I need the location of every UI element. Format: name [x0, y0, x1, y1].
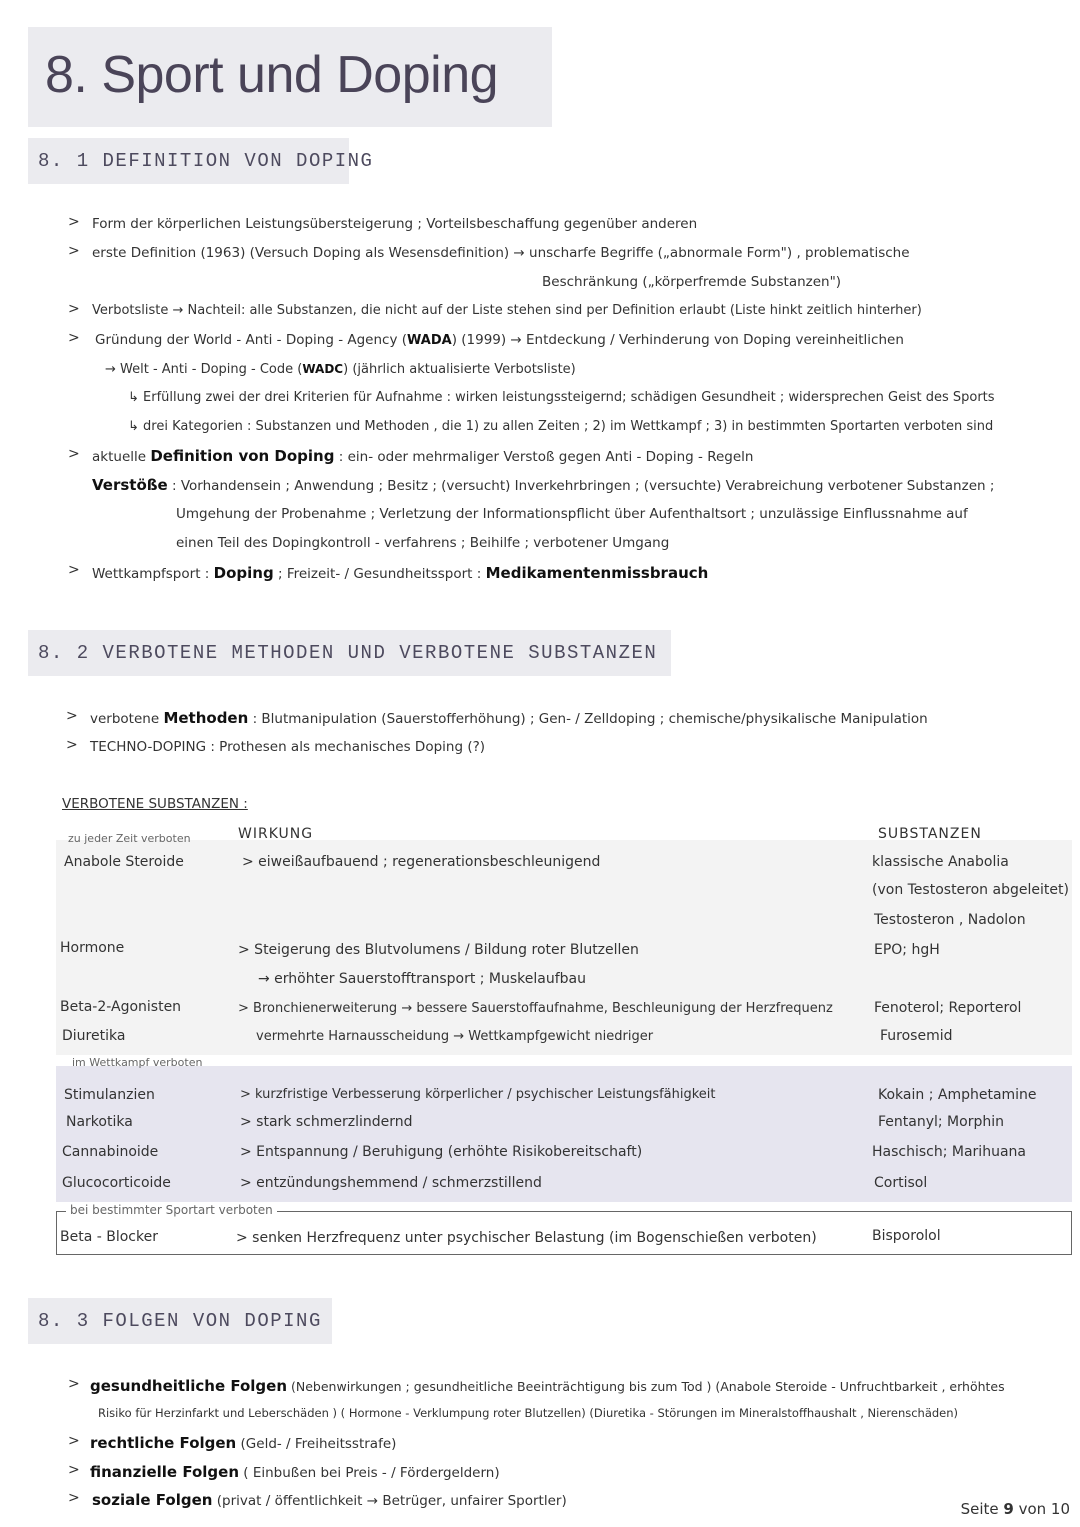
s1-line-3: Verbotsliste → Nachteil: alle Substanzen, die nicht auf der Liste stehen sind per Definition erlaubt (Liste hinkt zeitlich hinterher) — [92, 303, 922, 318]
footer-post: von 10 — [1013, 1500, 1070, 1518]
s3-line-1b: (Nebenwirkungen ; gesundheitliche Beeinträchtigung bis zum Tod ) (Anabole Steroide - Unfruchtbarkeit , erhöhtes — [287, 1379, 1005, 1394]
methoden-word: Methoden — [163, 709, 249, 727]
s1-line-6: ↳ Erfüllung zwei der drei Kriterien für Aufnahme : wirken leistungssteigernd; schädigen Gesundheit ; widersprechen Geist des Sports — [128, 390, 995, 405]
row-substance: Kokain ; Amphetamine — [878, 1087, 1037, 1103]
s1-line-4 — [95, 332, 904, 348]
row-effect: > eiweißaufbauend ; regenerationsbeschleunigend — [242, 854, 601, 870]
row-effect: > entzündungshemmend / schmerzstillend — [240, 1175, 542, 1191]
bullet: > — [68, 1376, 80, 1392]
section-heading-8-1: 8. 1 DEFINITION VON DOPING — [28, 138, 349, 184]
s3-line-3b: (Geld- / Freiheitsstrafe) — [236, 1436, 397, 1452]
row-effect: > Steigerung des Blutvolumens / Bildung roter Blutzellen — [238, 942, 639, 958]
s1-line-5a: → Welt - Anti - Doping - Code ( — [105, 362, 303, 377]
column-substanzen: SUBSTANZEN — [878, 826, 982, 842]
bullet: > — [68, 330, 80, 346]
substances-table-title: VERBOTENE SUBSTANZEN : — [62, 796, 248, 812]
s1-line-10: Umgehung der Probenahme ; Verletzung der Informationspflicht über Aufenthaltsort ; unzulässige Einflussnahme auf — [176, 506, 968, 522]
gesundheitliche-folgen: gesundheitliche Folgen — [90, 1377, 288, 1395]
row-effect: > senken Herzfrequenz unter psychischer Belastung (im Bogenschießen verboten) — [236, 1230, 817, 1246]
bullet: > — [68, 446, 80, 462]
s1-line-12 — [92, 564, 708, 582]
finanzielle-folgen: finanzielle Folgen — [90, 1463, 239, 1481]
category-sport: bei bestimmter Sportart verboten — [66, 1203, 277, 1217]
verstoesse-label: Verstöße — [92, 476, 168, 494]
s1-line-7: ↳ drei Kategorien : Substanzen und Methoden , die 1) zu allen Zeiten ; 2) im Wettkampf ; 3) in bestimmten Sportarten verboten sind — [128, 419, 994, 434]
row-name: Beta-2-Agonisten — [60, 999, 182, 1015]
row-name: Glucocorticoide — [62, 1175, 171, 1191]
row-substance: Fentanyl; Morphin — [878, 1114, 1004, 1130]
row-effect: > kurzfristige Verbesserung körperlicher / psychischer Leistungsfähigkeit — [240, 1087, 716, 1102]
doping-word: Doping — [213, 564, 274, 582]
rechtliche-folgen: rechtliche Folgen — [90, 1434, 237, 1452]
bullet: > — [68, 1433, 80, 1449]
category-always: zu jeder Zeit verboten — [68, 832, 191, 845]
s1-line-8c: : ein- oder mehrmaliger Verstoß gegen Anti - Doping - Regeln — [334, 449, 754, 465]
footer-pre: Seite — [960, 1500, 1004, 1518]
row-name: Stimulanzien — [64, 1087, 155, 1103]
wada-abbr: WADA — [407, 333, 452, 348]
row-name: Diuretika — [62, 1028, 126, 1044]
soziale-folgen: soziale Folgen — [92, 1491, 213, 1509]
s1-line-12a: Wettkampfsport : — [92, 566, 214, 582]
row-substance: Cortisol — [874, 1175, 928, 1191]
s3-line-5b: (privat / öffentlichkeit → Betrüger, unfairer Sportler) — [212, 1493, 567, 1509]
row-substance: klassische Anabolia — [872, 854, 1009, 870]
medikamentenmissbrauch-word: Medikamentenmissbrauch — [485, 564, 709, 582]
row-effect: vermehrte Harnausscheidung → Wettkampfgewicht niedriger — [256, 1029, 654, 1044]
bullet: > — [66, 737, 78, 753]
s1-line-9 — [92, 476, 994, 494]
row-substance: (von Testosteron abgeleitet) — [872, 882, 1069, 898]
s1-line-8 — [92, 447, 753, 465]
page-title: 8. Sport und Doping — [45, 46, 499, 104]
bullet: > — [68, 1490, 80, 1506]
s1-line-8a: aktuelle — [92, 449, 151, 465]
footer-page-number: 9 — [1003, 1500, 1014, 1518]
s1-line-5c: ) (jährlich aktualisierte Verbotsliste) — [343, 362, 576, 377]
row-name: Hormone — [60, 940, 125, 956]
row-substance: Haschisch; Marihuana — [872, 1144, 1026, 1160]
row-substance: Furosemid — [880, 1028, 953, 1044]
column-wirkung: WIRKUNG — [238, 826, 314, 842]
wadc-abbr: WADC — [302, 362, 344, 376]
title-box — [28, 27, 552, 127]
s1-line-2b: Beschränkung („körperfremde Substanzen") — [542, 274, 842, 290]
s1-line-9b: : Vorhandensein ; Anwendung ; Besitz ; (versucht) Inverkehrbringen ; (versuchte) Verabreichung verbotener Substanzen ; — [167, 478, 995, 494]
row-substance: Bisporolol — [872, 1228, 941, 1244]
row-name: Narkotika — [66, 1114, 133, 1130]
row-name: Anabole Steroide — [64, 854, 184, 870]
bullet: > — [68, 243, 80, 259]
row-effect: > Entspannung / Beruhigung (erhöhte Risikobereitschaft) — [240, 1144, 643, 1160]
bullet: > — [68, 301, 80, 317]
category-competition: im Wettkampf verboten — [72, 1056, 203, 1069]
bullet: > — [68, 214, 80, 230]
s1-line-2: erste Definition (1963) (Versuch Doping als Wesensdefinition) → unscharfe Begriffe („abnormale Form") , problematische — [92, 245, 910, 261]
s1-line-4a: Gründung der World - Anti - Doping - Agency ( — [95, 332, 408, 348]
s2-line-1c: : Blutmanipulation (Sauerstofferhöhung) ; Gen- / Zelldoping ; chemische/physikalische Manipulation — [248, 711, 928, 727]
s3-line-3 — [90, 1434, 396, 1452]
page-footer — [961, 1500, 1070, 1518]
doping-definition: Definition von Doping — [150, 447, 335, 465]
row-name: Cannabinoide — [62, 1144, 159, 1160]
s2-line-1a: verbotene — [90, 711, 164, 727]
row-substance: Fenoterol; Reporterol — [874, 1000, 1022, 1016]
s1-line-4c: ) (1999) → Entdeckung / Verhinderung von Doping vereinheitlichen — [451, 332, 904, 348]
bullet: > — [66, 708, 78, 724]
s3-line-4 — [90, 1463, 500, 1481]
s3-line-2: Risiko für Herzinfarkt und Leberschäden ) ( Hormone - Verklumpung roter Blutzellen) (Diuretika - Störungen im Mineralstoffhaushalt , Nierenschäden) — [98, 1406, 959, 1420]
s3-line-1 — [90, 1377, 1005, 1395]
s3-line-4b: ( Einbußen bei Preis - / Fördergeldern) — [239, 1465, 500, 1481]
bullet: > — [68, 562, 80, 578]
section-heading-8-3: 8. 3 FOLGEN VON DOPING — [28, 1298, 332, 1344]
s1-line-11: einen Teil des Dopingkontroll - verfahrens ; Beihilfe ; verbotener Umgang — [176, 535, 670, 551]
s3-line-5 — [92, 1491, 567, 1509]
row-substance: EPO; hgH — [874, 942, 940, 958]
s1-line-12c: ; Freizeit- / Gesundheitssport : — [273, 566, 486, 582]
s1-line-5 — [105, 362, 576, 377]
row-name: Beta - Blocker — [60, 1229, 158, 1245]
section-heading-8-2: 8. 2 VERBOTENE METHODEN UND VERBOTENE SUBSTANZEN — [28, 630, 671, 676]
row-effect: > stark schmerzlindernd — [240, 1114, 413, 1130]
s2-line-1 — [90, 709, 928, 727]
bullet: > — [68, 1462, 80, 1478]
row-effect: > Bronchienerweiterung → bessere Sauerstoffaufnahme, Beschleunigung der Herzfrequenz — [238, 1001, 833, 1016]
row-effect: → erhöhter Sauerstofftransport ; Muskelaufbau — [258, 971, 587, 987]
row-substance: Testosteron , Nadolon — [874, 912, 1026, 928]
s2-line-2: TECHNO-DOPING : Prothesen als mechanisches Doping (?) — [90, 739, 486, 755]
s1-line-1: Form der körperlichen Leistungsübersteigerung ; Vorteilsbeschaffung gegenüber anderen — [92, 216, 698, 232]
